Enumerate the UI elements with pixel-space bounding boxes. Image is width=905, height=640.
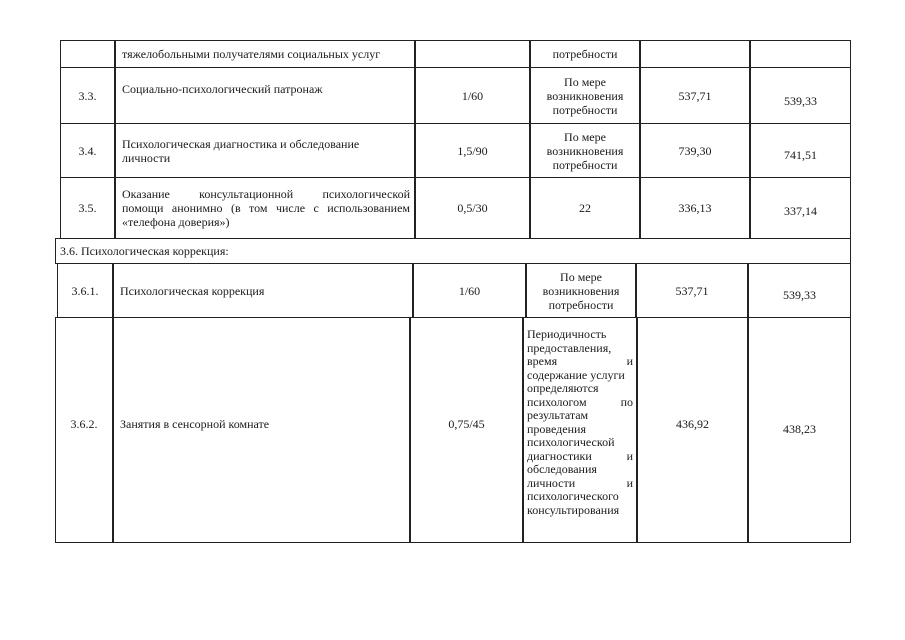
period-line: психологом по	[527, 394, 633, 409]
period-line: По мере	[560, 269, 602, 284]
period-line: диагностики и	[527, 448, 633, 463]
row-num: 3.4.	[78, 143, 97, 158]
row-cont-period-text: потребности	[552, 47, 618, 61]
row-3-3-period	[530, 67, 640, 124]
row-3-4-norm	[415, 123, 530, 178]
period-line: потребности	[548, 297, 614, 312]
row-3-3-norm	[415, 67, 530, 124]
row-3-6-1-name	[113, 263, 413, 318]
period-line: потребности	[552, 157, 618, 172]
row-3-4-price1	[640, 123, 750, 178]
section-header	[55, 238, 851, 264]
section-title: 3.6. Психологическая коррекция:	[60, 244, 229, 258]
price-value: 537,71	[675, 283, 709, 298]
row-3-5-norm	[415, 177, 530, 239]
period-line: возникновения	[542, 283, 620, 298]
period-line: возникновения	[546, 143, 624, 158]
row-num: 3.5.	[78, 201, 97, 215]
period-line: возникновения	[546, 88, 624, 103]
price-value: 539,33	[783, 287, 816, 302]
service-name: Психологическая коррекция	[120, 283, 265, 298]
row-cont-num	[60, 40, 115, 68]
row-3-3-price2	[750, 67, 851, 124]
period-line: проведения	[527, 421, 586, 436]
period-line: консультирования	[527, 502, 620, 517]
row-3-6-1-num	[57, 263, 113, 318]
period-line: личности и	[527, 475, 633, 490]
row-3-6-1-price1	[636, 263, 748, 318]
row-3-6-1-period	[526, 263, 636, 318]
period-line: время и	[527, 354, 633, 368]
period-line: потребности	[552, 102, 618, 117]
row-cont-norm	[415, 40, 530, 68]
row-num: 3.6.2.	[70, 417, 98, 431]
row-3-6-2-period	[523, 317, 637, 543]
row-cont-name-text: тяжелобольными получателями социальных услуг	[122, 47, 381, 61]
norm-value: 1/60	[458, 283, 481, 298]
service-name: Занятия в сенсорной комнате	[120, 417, 270, 431]
price-value: 337,14	[784, 204, 817, 218]
service-name: Социально-психологический патронаж	[122, 82, 323, 96]
period-line: Периодичность	[527, 327, 607, 341]
period-line: психологического	[527, 489, 619, 503]
row-3-6-2-price2	[748, 317, 851, 543]
row-3-6-2-price1	[637, 317, 748, 543]
row-3-5-price2	[750, 177, 851, 239]
row-cont-price2	[750, 40, 851, 68]
price-value: 438,23	[783, 422, 816, 436]
row-3-3-num	[60, 67, 115, 124]
period-line: содержание услуги	[527, 367, 625, 382]
service-name-line: «телефона доверия»)	[122, 215, 230, 229]
row-3-6-2-name	[113, 317, 410, 543]
row-3-4-num	[60, 123, 115, 178]
period-line: По мере	[564, 74, 606, 89]
period-line: результатам	[527, 408, 589, 422]
row-3-5-name	[115, 177, 415, 239]
row-3-4-price2	[750, 123, 851, 178]
price-value: 739,30	[678, 143, 712, 158]
row-3-6-1-norm	[413, 263, 526, 318]
service-name-line: Психологическая диагностика и обследование	[122, 136, 360, 151]
price-value: 741,51	[784, 147, 817, 162]
row-3-4-name	[115, 123, 415, 178]
row-3-5-period	[530, 177, 640, 239]
service-name-line: личности	[122, 150, 171, 165]
row-3-3-name	[115, 67, 415, 124]
service-name-line: помощи анонимно (в том числе с использованием	[122, 201, 410, 215]
row-num: 3.6.1.	[71, 283, 99, 298]
period-line: обследования	[527, 462, 597, 476]
row-cont-name	[115, 40, 415, 68]
period-line: По мере	[564, 129, 606, 144]
norm-value: 0,5/30	[457, 201, 488, 215]
row-3-5-num	[60, 177, 115, 239]
service-name-line: Оказание консультационной психологической	[122, 187, 410, 201]
norm-value: 0,75/45	[448, 417, 485, 431]
norm-value: 1,5/90	[457, 143, 488, 158]
row-3-6-1-price2	[748, 263, 851, 318]
row-3-6-2-num	[55, 317, 113, 543]
row-3-5-price1	[640, 177, 750, 239]
norm-value: 1/60	[461, 88, 484, 103]
period-line: предоставления,	[527, 340, 612, 355]
row-3-6-2-norm	[410, 317, 523, 543]
row-3-4-period	[530, 123, 640, 178]
row-cont-price1	[640, 40, 750, 68]
period-value: 22	[579, 201, 591, 215]
price-value: 539,33	[784, 93, 817, 108]
row-num: 3.3.	[78, 88, 97, 103]
period-line: определяются	[527, 381, 599, 395]
price-value: 436,92	[676, 417, 709, 431]
price-value: 336,13	[678, 201, 712, 215]
row-3-3-price1	[640, 67, 750, 124]
price-value: 537,71	[678, 88, 712, 103]
period-line: психологической	[527, 435, 615, 449]
row-cont-period	[530, 40, 640, 68]
